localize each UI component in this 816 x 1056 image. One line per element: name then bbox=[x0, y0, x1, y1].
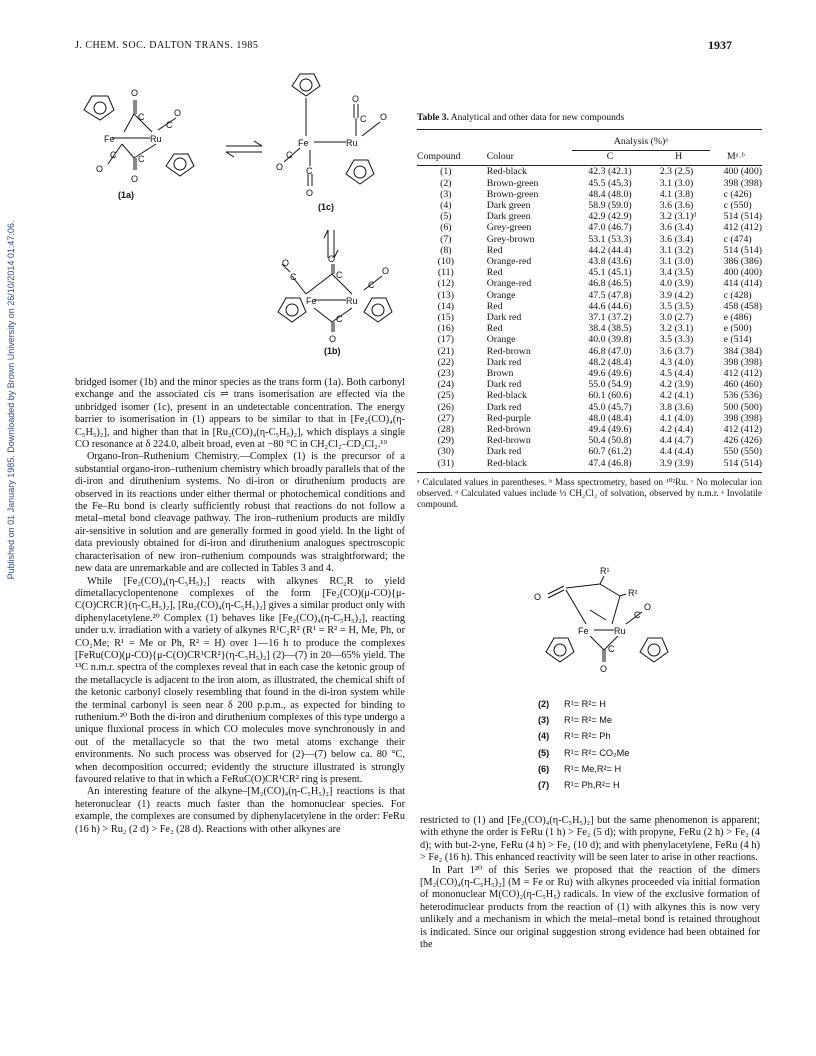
cell-m: 458 (458) bbox=[723, 300, 762, 312]
cell-colour: Orange-red bbox=[486, 256, 532, 268]
cell-colour: Red bbox=[486, 300, 503, 312]
cell-compound: (30) bbox=[437, 446, 454, 458]
structure-1c bbox=[284, 74, 380, 186]
cell-m: 514 (514) bbox=[723, 457, 762, 469]
isomer-structures-figure bbox=[70, 58, 410, 358]
cell-compound: (6) bbox=[440, 222, 452, 234]
cell-compound: (12) bbox=[437, 278, 454, 290]
cell-c: 58.9 (59.0) bbox=[588, 200, 632, 212]
atom-o: O bbox=[96, 164, 104, 174]
list-item bbox=[538, 696, 629, 712]
cell-colour: Red-brown bbox=[486, 345, 531, 357]
paragraph: In Part 1²⁰ of this Series we proposed that the reaction of the dimers [M₂(CO)₄(η-C₅H₅)₂] (M = Fe or Ru) with alkynes proceeded via initial formation of mononuclear M(CO)₂(η-C₅H₅) radicals. In view of the exclusive formation of heterodinuclear products from the reaction of (1) with alkynes this is now very unlikely and a mechanism in which the metal–metal bond is retained throughout is indicated. Since our original suggestion strong evidence had been obtained for the bbox=[420, 864, 760, 951]
cell-h: 4.1 (3.8) bbox=[659, 188, 694, 200]
right-column-body bbox=[420, 815, 760, 951]
table-row bbox=[417, 346, 762, 357]
compound-label: (5) bbox=[538, 747, 550, 758]
cell-m: 412 (412) bbox=[723, 368, 762, 380]
table-row bbox=[417, 256, 762, 267]
cell-c: 47.0 (46.7) bbox=[588, 222, 632, 234]
table-row bbox=[417, 446, 762, 457]
cell-c: 50.4 (50.8) bbox=[588, 435, 632, 447]
cell-colour: Red-brown bbox=[486, 435, 531, 447]
cell-h: 3.1 (3.0) bbox=[659, 177, 694, 189]
atom-ru-1b: Ru bbox=[346, 296, 358, 306]
table-row bbox=[417, 379, 762, 390]
atom-c: C bbox=[286, 150, 293, 160]
cell-compound: (27) bbox=[437, 412, 454, 424]
atom-ru-1c: Ru bbox=[346, 138, 358, 148]
atom-c: C bbox=[336, 270, 343, 280]
atom-o: O bbox=[600, 664, 608, 674]
cell-m: e (514) bbox=[723, 334, 752, 346]
table-row bbox=[417, 267, 762, 278]
cell-colour: Red-black bbox=[486, 166, 527, 178]
cp-ring-icon bbox=[166, 154, 194, 176]
table-row bbox=[417, 368, 762, 379]
cell-h: 4.4 (4.7) bbox=[659, 435, 694, 447]
list-item bbox=[538, 728, 629, 744]
cell-h: 4.0 (3.9) bbox=[659, 278, 694, 290]
cell-h: 3.6 (3.4) bbox=[659, 233, 694, 245]
cell-c: 48.0 (48.4) bbox=[588, 412, 632, 424]
atom-o: O bbox=[352, 94, 360, 104]
cell-c: 45.0 (45.7) bbox=[588, 401, 632, 413]
cell-colour: Red bbox=[486, 267, 503, 279]
paragraph: An interesting feature of the alkyne–[M₂(CO)₄(η-C₅H₅)₂] reactions is that heteronuclear (1) reacts much faster than the homonuclear species. For example, the complexes are consumed by diphenylacetylene in the order: FeRu (16 h) > Ru₂ (2 d) > Fe₂ (28 d). Reactions with other alkynes are bbox=[75, 786, 405, 835]
compound-definition: R¹= R²= Me bbox=[564, 715, 612, 726]
list-item bbox=[538, 712, 629, 728]
cell-colour: Grey-brown bbox=[486, 233, 535, 245]
cell-h: 3.9 (4.2) bbox=[659, 289, 694, 301]
cell-c: 49.6 (49.6) bbox=[588, 368, 632, 380]
cell-m: 412 (412) bbox=[723, 424, 762, 436]
cell-c: 40.0 (39.8) bbox=[588, 334, 632, 346]
cell-colour: Grey-green bbox=[486, 222, 532, 234]
cp-ring-icon bbox=[546, 638, 574, 662]
cell-compound: (28) bbox=[437, 424, 454, 436]
cell-m: 500 (500) bbox=[723, 401, 762, 413]
atom-o: O bbox=[644, 602, 652, 612]
cell-h: 4.5 (4.4) bbox=[659, 368, 694, 380]
cell-m: 514 (514) bbox=[723, 244, 762, 256]
analysis-header: Analysis (%)ᵃ bbox=[613, 136, 668, 147]
cell-compound: (13) bbox=[437, 289, 454, 301]
atom-c: C bbox=[138, 154, 145, 164]
cell-c: 42.9 (42.9) bbox=[588, 211, 632, 223]
cell-h: 2.3 (2.5) bbox=[659, 166, 694, 178]
atom-o: O bbox=[382, 266, 390, 276]
atom-ru-1a: Ru bbox=[150, 134, 162, 144]
cell-compound: (23) bbox=[437, 368, 454, 380]
atom-c: C bbox=[306, 166, 313, 176]
cp-ring-icon bbox=[640, 638, 668, 662]
cell-h: 3.2 (3.1) bbox=[659, 323, 694, 335]
cell-c: 53.1 (53.3) bbox=[588, 233, 632, 245]
cell-m: 398 (398) bbox=[723, 412, 762, 424]
table-row bbox=[417, 312, 762, 323]
cell-m: 398 (398) bbox=[723, 356, 762, 368]
cell-compound: (31) bbox=[437, 457, 454, 469]
cell-m: 460 (460) bbox=[723, 379, 762, 391]
cell-colour: Red-black bbox=[486, 457, 527, 469]
paragraph: restricted to (1) and [Fe₂(CO)₄(η-C₅H₅)₂] but the same phenomenon is apparent; with ethyne the order is FeRu (1 h) > Fe₂ (5 d); with propyne, FeRu (2 h) > Fe₂ (4 d); with but-2-yne, FeRu (4 h) > Fe₂ (10 d); and with phenylacetylene, FeRu (4 h) > Fe₂ (16 h). This enhanced reactivity will be seen later to arise in other reactions. bbox=[420, 815, 760, 864]
cell-c: 46.8 (47.0) bbox=[588, 345, 632, 357]
cell-colour: Red-purple bbox=[486, 412, 531, 424]
compound-definition: R¹= R²= CO₂Me bbox=[564, 747, 630, 758]
table-row bbox=[417, 166, 762, 178]
cell-m: 426 (426) bbox=[723, 435, 762, 447]
cell-colour: Red bbox=[486, 244, 503, 256]
compound-definition: R¹= Me,R²= H bbox=[564, 763, 622, 774]
table-row bbox=[417, 334, 762, 345]
atom-r2: R² bbox=[628, 588, 638, 598]
table-row bbox=[417, 200, 762, 211]
paragraph: Organo-Iron–Ruthenium Chemistry.—Complex (1) is the precursor of a substantial organo-iron–ruthenium chemistry which broadly parallels that of the di-iron and diruthenium systems. No di-iron or diruthenium products are observed in its reactions under either thermal or photochemical conditions and the Fe–Ru bond is clearly sufficiently robust that reactions do not follow a metal–metal bond cleavage pathway. The iron–ruthenium products are mildly air-sensitive in solution and are generally formed in good yield. In the light of data previously obtained for di-iron and diruthenium analogues spectroscopic characterisation of new iron–ruthenium compounds was straightforward; the new data are unremarkable and are collected in Tables 3 and 4. bbox=[75, 451, 405, 575]
cell-c: 44.6 (44.6) bbox=[588, 300, 632, 312]
cell-colour: Red-black bbox=[486, 390, 527, 402]
cell-compound: (1) bbox=[440, 166, 452, 178]
atom-o: O bbox=[328, 254, 336, 264]
cell-m: 412 (412) bbox=[723, 222, 762, 234]
table-row bbox=[417, 402, 762, 413]
cell-compound: (24) bbox=[437, 379, 454, 391]
col-header-compound: Compound bbox=[417, 150, 461, 162]
atom-o: O bbox=[329, 334, 337, 344]
cell-c: 48.2 (48.4) bbox=[588, 356, 632, 368]
atom-o: O bbox=[306, 188, 314, 198]
compound-definition: R¹= R²= Ph bbox=[564, 731, 611, 742]
atom-ru: Ru bbox=[614, 626, 626, 636]
cell-colour: Orange bbox=[486, 334, 516, 346]
atom-c: C bbox=[634, 610, 641, 620]
list-item bbox=[538, 761, 629, 777]
sidebar-note-text: Published on 01 January 1985. Downloaded by Brown University on 26/10/2014 01:47:06. bbox=[6, 220, 16, 580]
cell-compound: (22) bbox=[437, 356, 454, 368]
page-number: 1937 bbox=[708, 38, 732, 52]
cell-compound: (7) bbox=[440, 233, 452, 245]
cell-c: 60.7 (61.2) bbox=[588, 446, 632, 458]
table-caption bbox=[417, 113, 762, 123]
compound-label: (7) bbox=[538, 780, 550, 791]
journal-header: J. CHEM. SOC. DALTON TRANS. 1985 bbox=[75, 40, 259, 51]
cell-h: 3.6 (3.7) bbox=[659, 345, 694, 357]
cell-compound: (5) bbox=[440, 211, 452, 223]
cell-h: 3.6 (3.4) bbox=[659, 222, 694, 234]
cell-h: 3.6 (3.6) bbox=[659, 200, 694, 212]
cell-c: 45.1 (45.1) bbox=[588, 267, 632, 279]
compound-definition: R¹= R²= H bbox=[564, 699, 606, 709]
cell-colour: Orange-red bbox=[486, 278, 532, 290]
table-row bbox=[417, 245, 762, 256]
cell-m: 414 (414) bbox=[723, 278, 762, 290]
cell-h: 3.5 (3.3) bbox=[659, 334, 694, 346]
cp-ring-icon bbox=[292, 74, 320, 96]
cell-h: 4.4 (4.4) bbox=[659, 446, 694, 458]
table-row bbox=[417, 424, 762, 435]
atom-fe-1a: Fe bbox=[104, 134, 115, 144]
cell-h: 3.1 (3.0) bbox=[659, 256, 694, 268]
cell-colour: Dark red bbox=[486, 356, 522, 368]
cell-colour: Dark red bbox=[486, 312, 522, 324]
list-item bbox=[538, 745, 629, 761]
cell-h: 4.1 (4.0) bbox=[659, 412, 694, 424]
cell-m: e (486) bbox=[723, 312, 752, 324]
compound-definitions-list bbox=[538, 696, 629, 793]
cell-m: c (426) bbox=[723, 188, 752, 200]
atom-o: O bbox=[174, 108, 182, 118]
table-row bbox=[417, 234, 762, 245]
metallacycle-structure-figure bbox=[520, 566, 700, 696]
cp-ring-icon bbox=[346, 160, 374, 184]
table-row bbox=[417, 413, 762, 424]
compound-label: (4) bbox=[538, 731, 550, 742]
cell-m: 400 (400) bbox=[723, 166, 762, 178]
cell-compound: (10) bbox=[437, 256, 454, 268]
atom-c: C bbox=[290, 272, 297, 282]
table-3 bbox=[417, 113, 762, 510]
cell-c: 37.1 (37.2) bbox=[588, 312, 632, 324]
cell-colour: Brown bbox=[486, 368, 514, 380]
cell-m: c (428) bbox=[723, 289, 752, 301]
table-row bbox=[417, 278, 762, 289]
cell-compound: (25) bbox=[437, 390, 454, 402]
table-row bbox=[417, 435, 762, 446]
cell-m: 550 (550) bbox=[723, 446, 762, 458]
atom-fe-1c: Fe bbox=[298, 138, 309, 148]
cell-h: 3.1 (3.2) bbox=[659, 244, 694, 256]
cell-compound: (17) bbox=[437, 334, 454, 346]
atom-o: O bbox=[131, 88, 139, 98]
atom-o: O bbox=[282, 258, 290, 268]
atom-fe: Fe bbox=[578, 626, 589, 636]
cell-m: 386 (386) bbox=[723, 256, 762, 268]
cell-m: c (550) bbox=[723, 200, 752, 212]
table-footnote: ᵃ Calculated values in parentheses. ᵇ Mass spectrometry, based on ¹⁰²Ru. ᶜ No molecular ion observed. ᵈ Calculated values include ⅓ CH₂Cl₂ of solvation, observed by n.m.r. ᵉ Involatile compound. bbox=[417, 476, 762, 509]
cell-compound: (11) bbox=[437, 267, 454, 279]
label-1c: (1c) bbox=[318, 202, 335, 212]
cell-colour: Dark red bbox=[486, 401, 522, 413]
cell-c: 49.4 (49.6) bbox=[588, 424, 632, 436]
cell-m: 514 (514) bbox=[723, 211, 762, 223]
cell-h: 4.2 (4.1) bbox=[659, 390, 694, 402]
table-row bbox=[417, 290, 762, 301]
cell-h: 3.5 (3.5) bbox=[659, 300, 694, 312]
cell-compound: (21) bbox=[437, 345, 454, 357]
cell-colour: Dark red bbox=[486, 379, 522, 391]
cell-colour: Dark green bbox=[486, 211, 531, 223]
table-row bbox=[417, 357, 762, 368]
compound-label: (2) bbox=[538, 699, 550, 709]
col-header-c: C bbox=[606, 151, 614, 163]
cell-h: 4.2 (3.9) bbox=[659, 379, 694, 391]
cell-c: 55.0 (54.9) bbox=[588, 379, 632, 391]
atom-c: C bbox=[608, 644, 615, 654]
atom-c: C bbox=[368, 280, 375, 290]
cell-c: 47.5 (47.8) bbox=[588, 289, 632, 301]
equilibrium-arrow-icon bbox=[226, 141, 262, 157]
table-row bbox=[417, 211, 762, 222]
atom-c: C bbox=[110, 150, 117, 160]
table-row bbox=[417, 301, 762, 312]
sidebar-download-note bbox=[2, 120, 20, 680]
atom-r1: R¹ bbox=[600, 566, 610, 576]
cell-compound: (16) bbox=[437, 323, 454, 335]
cp-ring-icon bbox=[84, 96, 114, 120]
atom-o: O bbox=[276, 162, 284, 172]
table-row bbox=[417, 323, 762, 334]
cell-colour: Brown-green bbox=[486, 188, 539, 200]
cell-colour: Red-brown bbox=[486, 424, 531, 436]
cell-m: c (474) bbox=[723, 233, 752, 245]
atom-c: C bbox=[138, 112, 145, 122]
table-row bbox=[417, 390, 762, 401]
cell-c: 48.4 (48.0) bbox=[588, 188, 632, 200]
atom-c: C bbox=[360, 114, 367, 124]
cell-h: 4.3 (4.0) bbox=[659, 356, 694, 368]
cell-h: 3.2 (3.1)ᵈ bbox=[659, 211, 697, 223]
atom-fe-1b: Fe bbox=[306, 296, 317, 306]
cell-h: 3.9 (3.9) bbox=[659, 457, 694, 469]
atom-c: C bbox=[166, 120, 173, 130]
cell-c: 38.4 (38.5) bbox=[588, 323, 632, 335]
label-1a: (1a) bbox=[118, 190, 135, 200]
cell-c: 44.2 (44.4) bbox=[588, 244, 632, 256]
cell-compound: (26) bbox=[437, 401, 454, 413]
cell-colour: Red bbox=[486, 323, 503, 335]
table-caption-label: Table 3. bbox=[417, 113, 449, 123]
table-row bbox=[417, 178, 762, 189]
col-header-m: Mᵃ˒ᵇ bbox=[726, 150, 745, 162]
cell-c: 42.3 (42.1) bbox=[588, 166, 632, 178]
paragraph: bridged isomer (1b) and the minor species as the trans form (1a). Both carbonyl exchange and the associated cis ⇌ trans isomerisation are effected via the unbridged isomer (1c), present in an undetectable concentration. The energy barrier to isomerisation in (1) appears to be similar to that in [Fe₂(CO)₄(η-C₅H₅)₂], and higher than that in [Ru₂(CO)₄(η-C₅H₅)₂], which displays a single CO resonance at δ 224.0, albeit broad, even at −80 °C in CH₂Cl₂–CD₂Cl₂.¹⁹ bbox=[75, 377, 405, 451]
cell-c: 46.8 (46.5) bbox=[588, 278, 632, 290]
paragraph: While [Fe₂(CO)₄(η-C₅H₅)₂] reacts with alkynes RC₂R to yield dimetallacyclopentenone complexes of the form [Fe₂(CO)(μ-CO){μ-C(O)CRCR}(η-C₅H₅)₂], [Ru₂(CO)₄(η-C₅H₅)₂] gives a similar product only with diphenylacetylene.²⁰ Complex (1) behaves like [Fe₂(CO)₄(η-C₅H₅)₂], reacting under u.v. irradiation with a variety of alkynes R¹C₂R² (R¹ = R² = H, Me, Ph, or CO₂Me; R¹ = Me or Ph, R² = H) over 1—16 h to produce the complexes [FeRu(CO)(μ-CO){μ-C(O)CR¹CR²}(η-C₅H₅)₂] (2)—(7) in 20—65% yield. The ¹³C n.m.r. spectra of the complexes reveal that in each case the ketonic group of the metallacycle is adjacent to the iron atom, as illustrated, the chemical shift of the ketonic carbonyl closely resembling that found in the di-iron system while the terminal carbonyl is seen near δ 200 p.p.m., as expected for binding to ruthenium.²⁰ Both the di-iron and diruthenium complexes of this type undergo a unique fluxional process in which CO molecules move synchronously in and out of the metallacycle so that the two metal atoms exchange their environments. No such process was observed for (2)—(7) below ca. 80 °C, when decomposition occurred; evidently the structure illustrated is strongly favoured relative to that in which a FeRuC(O)CR¹CR² ring is present. bbox=[75, 575, 405, 785]
cell-compound: (3) bbox=[440, 188, 452, 200]
cell-h: 4.2 (4.4) bbox=[659, 424, 694, 436]
cp-ring-icon bbox=[364, 298, 392, 322]
table-row bbox=[417, 189, 762, 200]
cell-c: 45.5 (45.3) bbox=[588, 177, 632, 189]
cell-compound: (15) bbox=[437, 312, 454, 324]
compound-definition: R¹= Ph,R²= H bbox=[564, 780, 620, 791]
list-item bbox=[538, 777, 629, 793]
atom-o: O bbox=[380, 112, 388, 122]
cell-compound: (8) bbox=[440, 244, 452, 256]
cell-m: 384 (384) bbox=[723, 345, 762, 357]
cell-c: 43.8 (43.6) bbox=[588, 256, 632, 268]
label-1b: (1b) bbox=[324, 346, 341, 356]
compound-label: (3) bbox=[538, 715, 550, 726]
cell-h: 3.0 (2.7) bbox=[659, 312, 694, 324]
cell-colour: Brown-green bbox=[486, 177, 539, 189]
cell-colour: Dark red bbox=[486, 446, 522, 458]
cell-colour: Orange bbox=[486, 289, 516, 301]
cell-compound: (29) bbox=[437, 435, 454, 447]
col-header-h: H bbox=[675, 151, 683, 163]
col-header-colour: Colour bbox=[486, 150, 514, 162]
cell-compound: (4) bbox=[440, 200, 452, 212]
cell-c: 47.4 (46.8) bbox=[588, 457, 632, 469]
cell-m: 398 (398) bbox=[723, 177, 762, 189]
cell-colour: Dark green bbox=[486, 200, 531, 212]
compound-label: (6) bbox=[538, 763, 550, 774]
table-row bbox=[417, 222, 762, 233]
cell-m: e (500) bbox=[723, 323, 752, 335]
cell-compound: (2) bbox=[440, 177, 452, 189]
atom-o: O bbox=[131, 174, 139, 184]
analytical-data-table bbox=[417, 129, 762, 473]
cp-ring-icon bbox=[278, 298, 306, 322]
cell-compound: (14) bbox=[437, 300, 454, 312]
atom-c: C bbox=[336, 314, 343, 324]
left-column-body bbox=[75, 377, 405, 836]
table-row bbox=[417, 458, 762, 469]
cell-c: 60.1 (60.6) bbox=[588, 390, 632, 402]
cell-h: 3.4 (3.5) bbox=[659, 267, 694, 279]
cell-m: 536 (536) bbox=[723, 390, 762, 402]
pi-bond-line bbox=[590, 610, 606, 620]
table-caption-text: Analytical and other data for new compounds bbox=[448, 113, 625, 123]
atom-o: O bbox=[534, 592, 542, 602]
cell-m: 400 (400) bbox=[723, 267, 762, 279]
cell-h: 3.8 (3.6) bbox=[659, 401, 694, 413]
